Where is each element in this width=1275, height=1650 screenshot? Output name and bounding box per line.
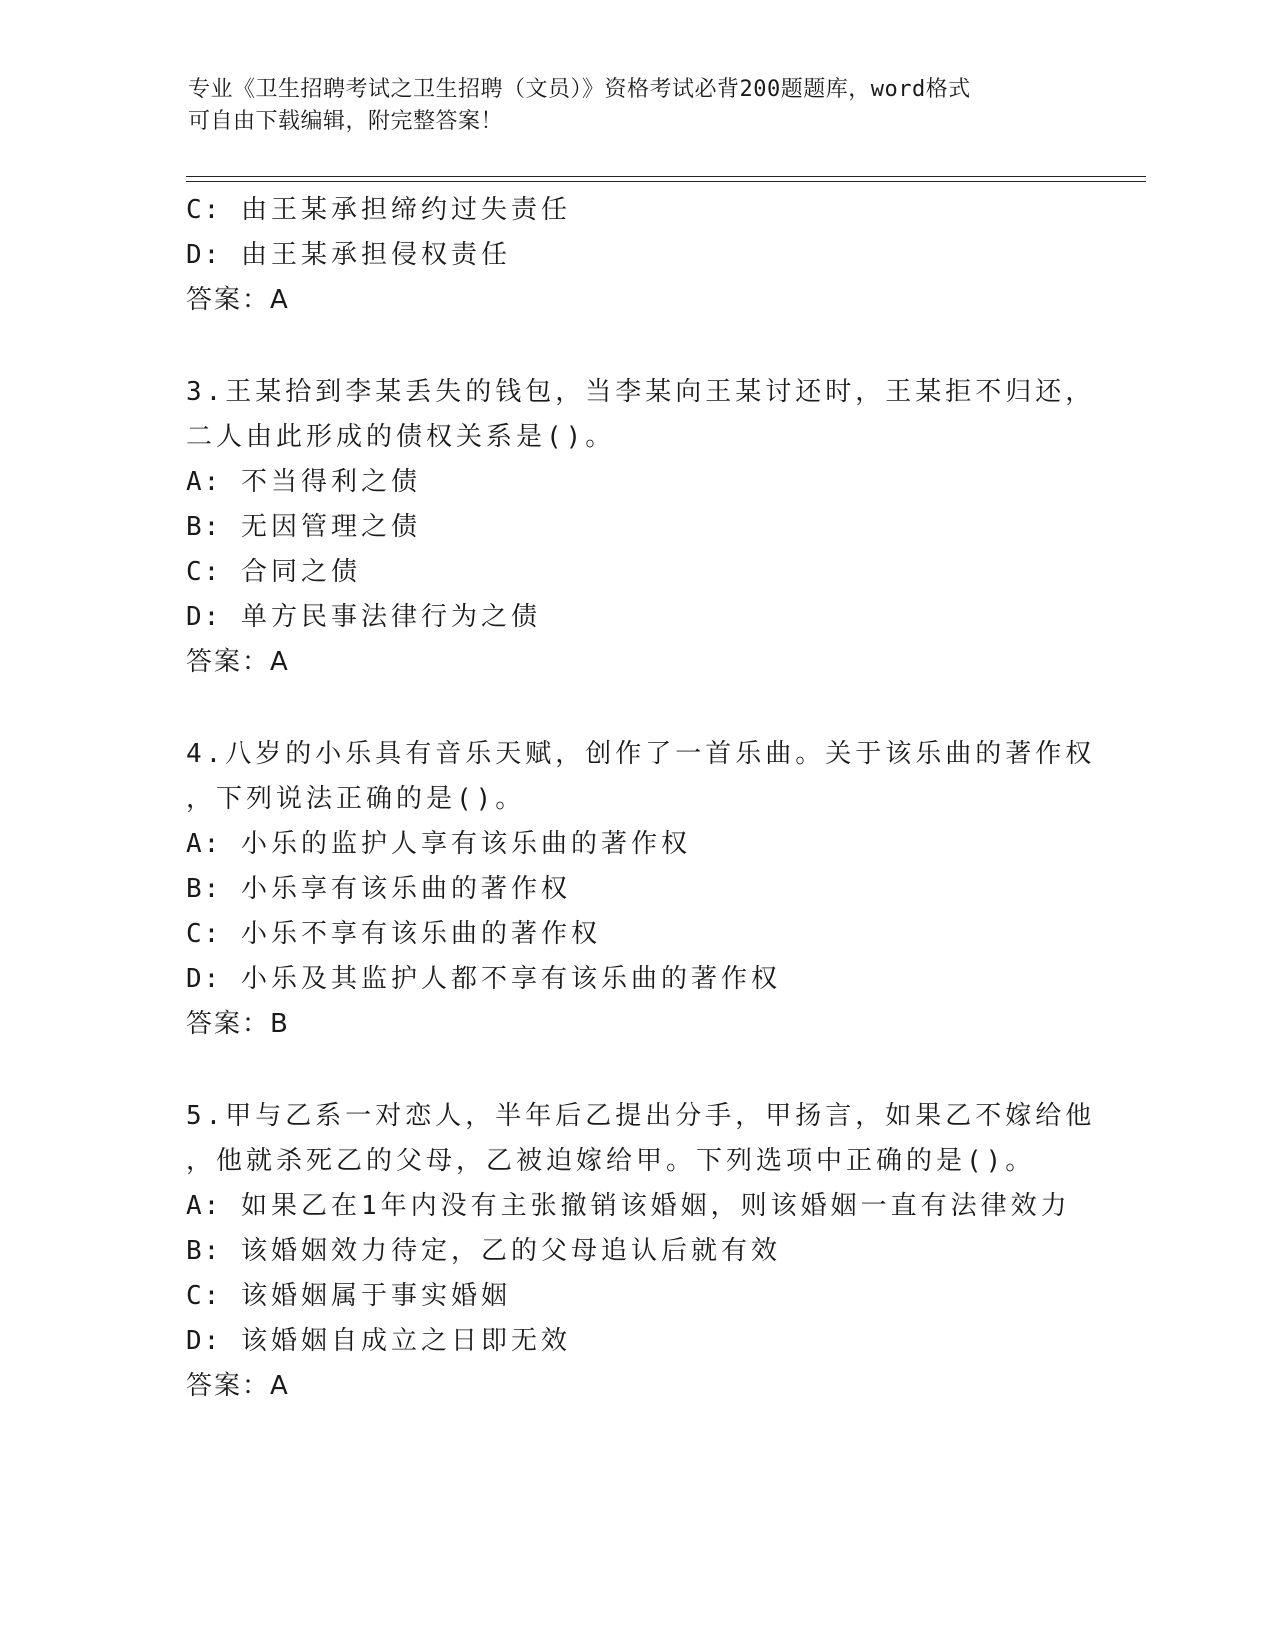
option-key: D: <box>186 964 222 994</box>
option-d <box>186 957 1086 1002</box>
option-key: B: <box>186 512 222 542</box>
spacer <box>186 685 1086 732</box>
option-c <box>186 912 1086 957</box>
option-text: 由王某承担侵权责任 <box>240 240 511 270</box>
option-b <box>186 505 1086 550</box>
option-c <box>186 188 1086 233</box>
header-title-line-1: 专业《卫生招聘考试之卫生招聘（文员）》资格考试必背200题题库，word格式 <box>188 77 971 102</box>
spacer <box>186 1047 1086 1094</box>
option-key: C: <box>186 195 222 225</box>
option-text: 如果乙在1年内没有主张撤销该婚姻，则该婚姻一直有法律效力 <box>240 1191 1071 1221</box>
option-c <box>186 1274 1086 1319</box>
option-d <box>186 233 1086 278</box>
option-text: 小乐不享有该乐曲的著作权 <box>240 919 601 949</box>
question-stem-continued: ，他就杀死乙的父母，乙被迫嫁给甲。下列选项中正确的是()。 <box>186 1146 1036 1176</box>
question-stem: 4.八岁的小乐具有音乐天赋，创作了一首乐曲。关于该乐曲的著作权 <box>186 739 1096 769</box>
answer-line: 答案：A <box>186 285 290 315</box>
option-key: C: <box>186 919 222 949</box>
spacer <box>186 323 1086 370</box>
answer-line: 答案：A <box>186 1371 290 1401</box>
question-block-5 <box>186 1094 1096 1409</box>
option-a <box>186 460 1086 505</box>
option-text: 不当得利之债 <box>240 467 421 497</box>
option-d <box>186 595 1086 640</box>
option-text: 该婚姻属于事实婚姻 <box>240 1281 511 1311</box>
option-text: 小乐及其监护人都不享有该乐曲的著作权 <box>240 964 781 994</box>
option-text: 单方民事法律行为之债 <box>240 602 541 632</box>
header-rule-bottom <box>186 181 1146 182</box>
option-key: D: <box>186 240 222 270</box>
question-block-3 <box>186 370 1096 685</box>
answer-line: 答案：A <box>186 647 290 677</box>
option-key: A: <box>186 1191 222 1221</box>
option-text: 该婚姻效力待定，乙的父母追认后就有效 <box>240 1236 781 1266</box>
question-list <box>186 188 1096 1409</box>
answer-line: 答案：B <box>186 1009 290 1039</box>
question-stem: 3.王某拾到李某丢失的钱包，当李某向王某讨还时，王某拒不归还， <box>186 377 1096 407</box>
option-c <box>186 550 1086 595</box>
question-block-4 <box>186 732 1096 1047</box>
header-rule-top <box>186 176 1146 177</box>
option-a <box>186 822 1086 867</box>
option-text: 由王某承担缔约过失责任 <box>240 195 571 225</box>
document-header <box>188 74 1088 138</box>
option-d <box>186 1319 1086 1364</box>
option-key: B: <box>186 1236 222 1266</box>
option-b <box>186 1229 1086 1274</box>
question-stem-continued: ，下列说法正确的是()。 <box>186 784 526 814</box>
option-key: D: <box>186 1326 222 1356</box>
question-stem: 5.甲与乙系一对恋人，半年后乙提出分手，甲扬言，如果乙不嫁给他 <box>186 1101 1096 1131</box>
option-key: A: <box>186 829 222 859</box>
option-a <box>186 1184 1086 1229</box>
option-text: 小乐的监护人享有该乐曲的著作权 <box>240 829 691 859</box>
option-key: C: <box>186 1281 222 1311</box>
option-key: C: <box>186 557 222 587</box>
option-key: D: <box>186 602 222 632</box>
option-key: B: <box>186 874 222 904</box>
option-text: 无因管理之债 <box>240 512 421 542</box>
option-b <box>186 867 1086 912</box>
header-title-line-2: 可自由下载编辑，附完整答案！ <box>188 109 504 134</box>
question-stem-continued: 二人由此形成的债权关系是()。 <box>186 422 616 452</box>
option-key: A: <box>186 467 222 497</box>
option-text: 小乐享有该乐曲的著作权 <box>240 874 571 904</box>
option-text: 该婚姻自成立之日即无效 <box>240 1326 571 1356</box>
question-block-prev <box>186 188 1086 323</box>
option-text: 合同之债 <box>240 557 361 587</box>
